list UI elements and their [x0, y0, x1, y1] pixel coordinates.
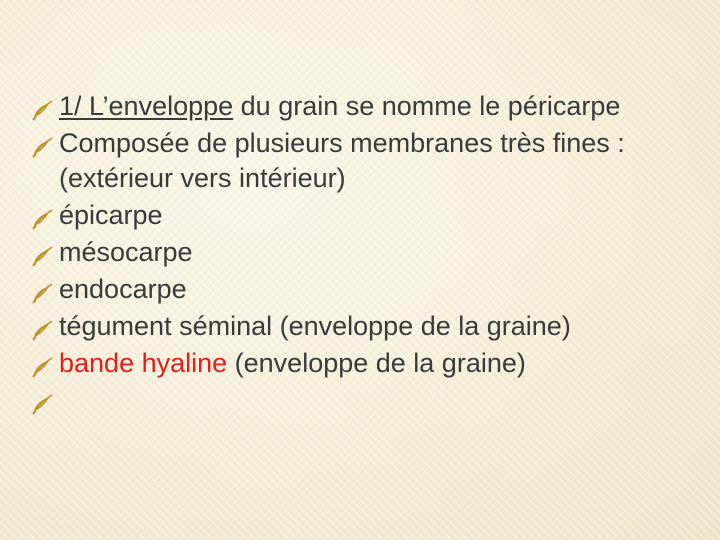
- feather-bullet-icon: [30, 244, 54, 268]
- bullet-text: endocarpe: [59, 274, 187, 304]
- bullet-item: [30, 346, 700, 381]
- bullet-text: Composée de plusieurs membranes très fines : (extérieur vers intérieur): [59, 128, 625, 193]
- bullet-item: [30, 198, 700, 233]
- feather-bullet-icon: [30, 135, 54, 159]
- bullet-item-empty: [30, 383, 700, 418]
- feather-bullet-icon: [30, 318, 54, 342]
- bullet-item: [30, 235, 700, 270]
- bullet-text-underlined: 1/ L’enveloppe: [59, 91, 234, 121]
- bullet-item: [30, 272, 700, 307]
- bullet-text-highlight: bande hyaline: [59, 348, 228, 378]
- feather-bullet-icon: [30, 207, 54, 231]
- bullet-list: [30, 89, 700, 420]
- bullet-text: (enveloppe de la graine): [227, 348, 526, 378]
- bullet-text: épicarpe: [59, 200, 163, 230]
- bullet-item: [30, 309, 700, 344]
- bullet-text: tégument séminal (enveloppe de la graine): [59, 311, 571, 341]
- bullet-text: mésocarpe: [59, 237, 193, 267]
- feather-bullet-icon: [30, 98, 54, 122]
- bullet-text: du grain se nomme le péricarpe: [233, 91, 621, 121]
- bullet-item: [30, 126, 700, 196]
- feather-bullet-icon: [30, 355, 54, 379]
- feather-bullet-icon: [30, 281, 54, 305]
- bullet-item: [30, 89, 700, 124]
- feather-bullet-icon: [30, 392, 54, 416]
